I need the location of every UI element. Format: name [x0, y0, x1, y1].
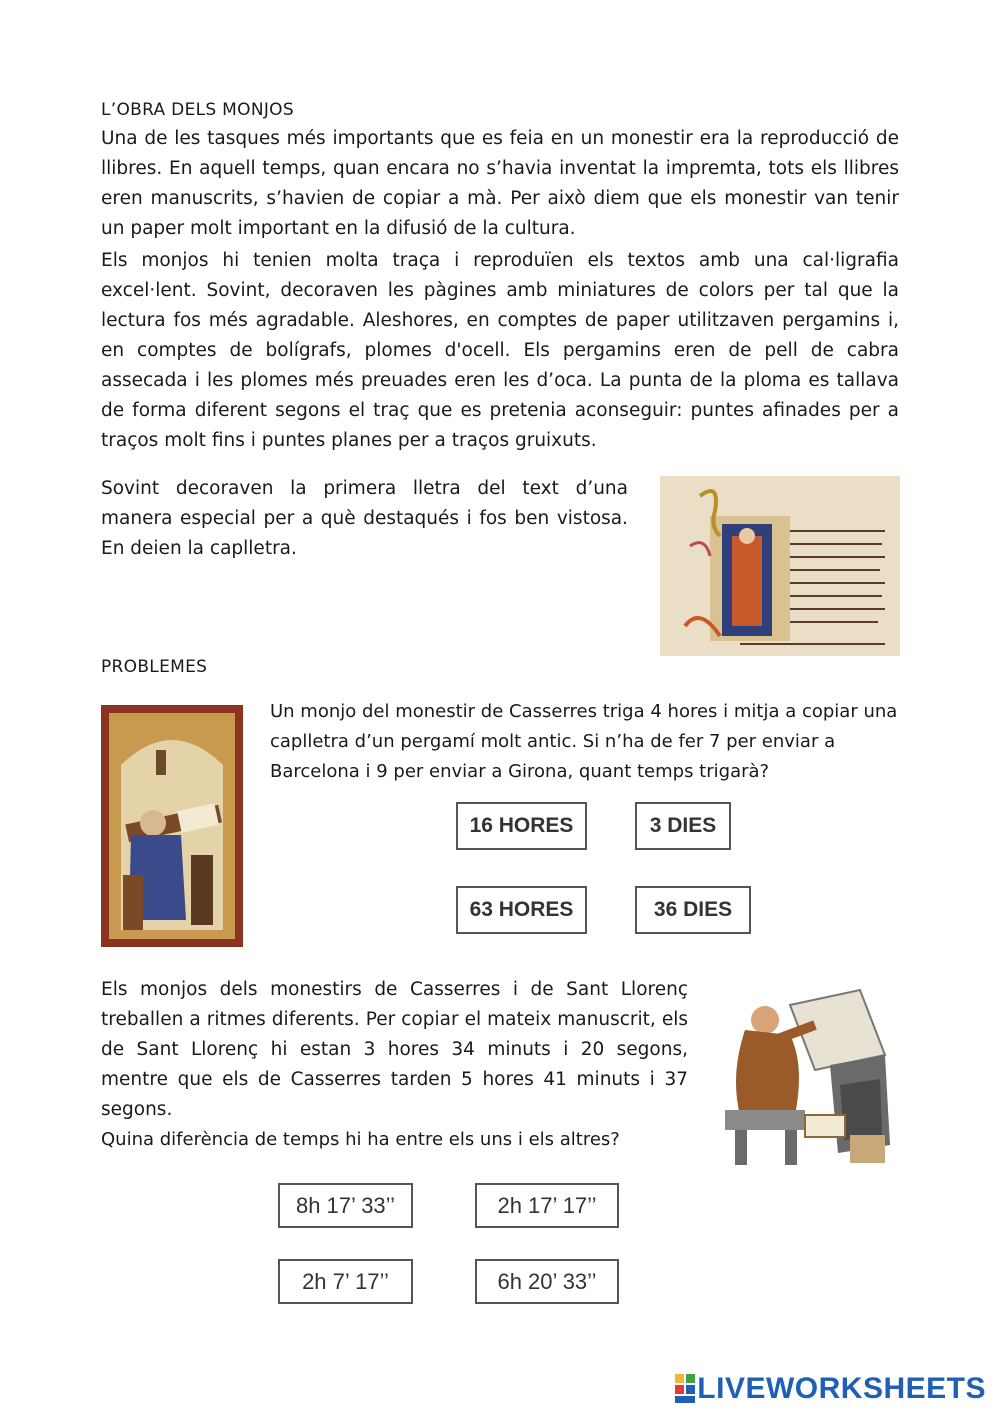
- monk-writing-desk-image: [720, 985, 895, 1170]
- answer-option-2h-17-17[interactable]: 2h 17’ 17’’: [475, 1183, 619, 1228]
- problems-heading: PROBLEMES: [101, 657, 208, 677]
- caplletra-paragraph: Sovint decoraven la primera lletra del text d’una manera especial per a què destaqués i fos ben vistosa. En deien la caplletra.: [101, 478, 628, 559]
- problem2-question: Quina diferència de temps hi ha entre els uns i els altres?: [101, 1129, 620, 1150]
- answer-option-63-hores[interactable]: 63 HORES: [456, 886, 587, 934]
- monks-paragraph: Els monjos hi tenien molta traça i reproduïen els textos amb una cal·ligrafia excel·lent. Sovint, decoraven les pàgines amb miniatures de colors per tal que la lectura fos més agradable. Aleshores, en comptes de paper utilitzaven pergamins i, en comptes de bolígrafs, plomes d'ocell. Els pergamins eren de pell de cabra assecada i les plomes més preuades eren les d’oca. La punta de la ploma es tallava de forma diferent segons el traç que es pretenia aconseguir: puntes afinades per a traços molt fins i puntes planes per a traços gruixuts.: [101, 250, 899, 451]
- answer-option-2h-7-17[interactable]: 2h 7’ 17’’: [278, 1259, 413, 1304]
- logo-text: LIVEWORKSHEETS: [697, 1372, 986, 1405]
- answer-option-36-dies[interactable]: 36 DIES: [635, 886, 751, 934]
- problem2-text: Els monjos dels monestirs de Casserres i de Sant Llorenç treballen a ritmes diferents. Per copiar el mateix manuscrit, els de Sant Llorenç hi estan 3 hores 34 minuts i 20 segons, mentre que els de Casserres tarden 5 hores 41 minuts i 37 segons.: [101, 979, 688, 1120]
- answer-option-8h-17-33[interactable]: 8h 17’ 33’’: [278, 1183, 413, 1228]
- answer-option-6h-20-33[interactable]: 6h 20’ 33’’: [475, 1259, 619, 1304]
- illuminated-manuscript-image: [660, 476, 900, 656]
- answer-option-16-hores[interactable]: 16 HORES: [456, 802, 587, 850]
- problem1-text: Un monjo del monestir de Casserres triga 4 hores i mitja a copiar una caplletra d’un pergamí molt antic. Si n’ha de fer 7 per enviar a Barcelona i 9 per enviar a Girona, quant temps trigarà?: [270, 701, 898, 782]
- intro-paragraph: Una de les tasques més importants que es feia en un monestir era la reproducció de llibres. En aquell temps, quan encara no s’havia inventat la impremta, tots els llibres eren manuscrits, s’havien de copiar a mà. Per això diem que els monestir van tenir un paper molt important en la difusió de la cultura.: [101, 128, 899, 239]
- scribe-monk-image: [101, 705, 243, 947]
- liveworksheets-logo: [675, 1372, 986, 1406]
- answer-option-3-dies[interactable]: 3 DIES: [635, 802, 731, 850]
- section-heading: L’OBRA DELS MONJOS: [101, 100, 294, 120]
- liveworksheets-logo-icon: [675, 1374, 697, 1404]
